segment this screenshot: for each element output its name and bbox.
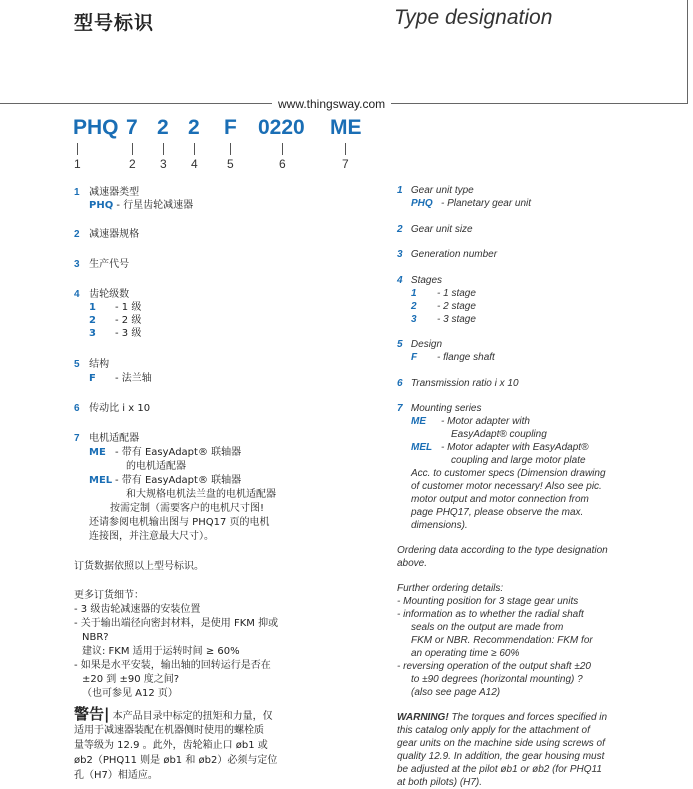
cn-s7-me bbox=[89, 446, 241, 460]
cn-s4-item-3 bbox=[89, 327, 141, 341]
cn-further-line2: - 关于输出端径向密封材料，是使用 FKM 抑或 bbox=[74, 618, 279, 629]
en-warning-line1 bbox=[397, 711, 607, 724]
cn-s7-line4: 还请参阅电机输出图与 PHQ17 页的电机 bbox=[89, 517, 270, 528]
tick-6 bbox=[282, 143, 283, 155]
en-further-line1: - Mounting position for 3 stage gear units bbox=[397, 596, 579, 607]
en-section-5 bbox=[397, 338, 442, 351]
cn-section-4 bbox=[74, 288, 129, 302]
en-s4-title: Stages bbox=[410, 275, 443, 286]
cn-further-line6: ±20 到 ±90 度之间? bbox=[82, 674, 180, 685]
en-s7-mel-line2: coupling and large motor plate bbox=[451, 455, 586, 466]
cn-s2-title: 减速器规格 bbox=[89, 229, 140, 240]
en-s4-item-2-code: 2 bbox=[411, 301, 417, 312]
en-s7-title: Mounting series bbox=[410, 403, 482, 414]
en-s4-item-3-code: 3 bbox=[411, 314, 417, 325]
cn-warning-line1 bbox=[74, 707, 273, 724]
cn-s1-code: PHQ bbox=[89, 200, 114, 211]
cn-s3-num: 3 bbox=[74, 259, 80, 270]
en-s7-me-code: ME bbox=[411, 416, 426, 427]
cn-s5-num: 5 bbox=[74, 359, 80, 370]
tick-7 bbox=[345, 143, 346, 155]
cn-s7-line5: 连接图，并注意最大尺寸）。 bbox=[89, 531, 214, 542]
en-s7-num: 7 bbox=[397, 403, 403, 414]
position-2: 2 bbox=[129, 157, 136, 171]
en-further-line4: FKM or NBR. Recommendation: FKM for bbox=[411, 635, 593, 646]
cn-s2-num: 2 bbox=[74, 229, 80, 240]
en-further-title: Further ordering details: bbox=[397, 583, 504, 594]
cn-s3-title: 生产代号 bbox=[89, 259, 130, 270]
position-7: 7 bbox=[342, 157, 349, 171]
en-s4-item-3 bbox=[411, 313, 476, 326]
position-3: 3 bbox=[160, 157, 167, 171]
cn-s5-desc: 法兰轴 bbox=[121, 373, 152, 384]
en-order-line1: Ordering data according to the type designation bbox=[397, 545, 608, 556]
en-s4-item-1 bbox=[411, 287, 476, 300]
en-page-title: Type designation bbox=[394, 6, 553, 29]
code-part-5: F bbox=[224, 116, 237, 139]
en-further-line2: - information as to whether the radial shaft bbox=[397, 609, 584, 620]
en-s5-item bbox=[411, 351, 495, 364]
cn-further-line3: NBR? bbox=[82, 632, 109, 643]
cn-s7-num: 7 bbox=[74, 433, 80, 444]
cn-s4-item-3-sep: - bbox=[115, 328, 119, 339]
cn-s4-item-1-desc: 1 级 bbox=[121, 302, 142, 313]
cn-s6-title: 传动比 i x 10 bbox=[89, 403, 151, 414]
en-s2-num: 2 bbox=[397, 224, 403, 235]
cn-s7-me-code: ME bbox=[89, 447, 106, 458]
cn-s1-desc: 行星齿轮减速器 bbox=[123, 200, 194, 211]
en-warning-line4: quality 12.9. In addition, the gear housing must bbox=[397, 751, 605, 762]
cn-page-title: 型号标识 bbox=[74, 12, 155, 34]
code-part-1: PHQ bbox=[73, 116, 119, 139]
en-section-2 bbox=[397, 223, 473, 236]
tick-2 bbox=[132, 143, 133, 155]
en-s4-num: 4 bbox=[397, 275, 403, 286]
en-s7-line4: of customer motor necessary! Also see pic. bbox=[411, 481, 602, 492]
en-further-line8: (also see page A12) bbox=[411, 687, 501, 698]
position-5: 5 bbox=[227, 157, 234, 171]
cn-section-6 bbox=[74, 402, 150, 416]
cn-s5-sep: - bbox=[115, 373, 119, 384]
cn-s1-num: 1 bbox=[74, 187, 80, 198]
cn-s4-item-3-desc: 3 级 bbox=[121, 328, 142, 339]
cn-section-1 bbox=[74, 186, 139, 200]
en-section-1 bbox=[397, 184, 474, 197]
cn-warning-line2: 适用于减速器装配在机器侧时使用的螺栓质 bbox=[74, 725, 264, 736]
cn-s4-item-2 bbox=[89, 314, 141, 328]
cn-warning-label: 警告| bbox=[74, 705, 110, 723]
cn-s6-num: 6 bbox=[74, 403, 80, 414]
en-s7-mel-code: MEL bbox=[411, 442, 433, 453]
cn-s7-mel-line2: 和大规格电机法兰盘的电机适配器 bbox=[126, 489, 276, 500]
tick-4 bbox=[194, 143, 195, 155]
cn-s7-title: 电机适配器 bbox=[89, 433, 140, 444]
en-s4-item-3-desc: - 3 stage bbox=[437, 314, 476, 325]
en-section-6 bbox=[397, 377, 519, 390]
cn-further-line5: - 如果是水平安装，输出轴的回转运行是否在 bbox=[74, 660, 271, 671]
cn-s1-title: 减速器类型 bbox=[89, 187, 140, 198]
en-s6-title: Transmission ratio i x 10 bbox=[410, 378, 519, 389]
en-s5-code: F bbox=[411, 352, 418, 363]
en-warning-line6: at both pilots) (H7). bbox=[397, 777, 483, 788]
cn-warning-line5: 孔（H7）相适应。 bbox=[74, 770, 158, 781]
tick-3 bbox=[163, 143, 164, 155]
en-warning-line2: this catalog only apply for the attachment of bbox=[397, 725, 590, 736]
cn-s7-mel-code: MEL bbox=[89, 475, 113, 486]
en-order-line2: above. bbox=[397, 558, 428, 569]
position-4: 4 bbox=[191, 157, 198, 171]
cn-s4-item-2-sep: - bbox=[115, 315, 119, 326]
cn-order-data: 订货数据依照以上型号标识。 bbox=[74, 561, 204, 572]
position-1: 1 bbox=[74, 157, 81, 171]
en-s1-item bbox=[411, 197, 531, 210]
en-s7-me-line2: EasyAdapt® coupling bbox=[451, 429, 547, 440]
en-s4-item-2 bbox=[411, 300, 476, 313]
en-warning-line3: gear units on the machine side using screws of bbox=[397, 738, 605, 749]
en-s1-desc: - Planetary gear unit bbox=[441, 198, 532, 209]
en-s5-num: 5 bbox=[397, 339, 403, 350]
cn-section-5 bbox=[74, 358, 109, 372]
en-s7-line7: dimensions). bbox=[411, 520, 468, 531]
en-section-4 bbox=[397, 274, 442, 287]
cn-section-7 bbox=[74, 432, 139, 446]
cn-further-line4: 建议: FKM 适用于运转时间 ≥ 60% bbox=[82, 646, 240, 657]
cn-warning-line3: 量等级为 12.9 。此外，齿轮箱止口 øb1 或 bbox=[74, 740, 268, 751]
en-warning-text1: The torques and forces specified in bbox=[448, 712, 608, 723]
cn-section-2 bbox=[74, 228, 139, 242]
cn-s4-title: 齿轮级数 bbox=[89, 289, 130, 300]
en-s1-title: Gear unit type bbox=[410, 185, 474, 196]
code-part-6: 0220 bbox=[258, 116, 305, 139]
cn-further-title: 更多订货细节： bbox=[74, 590, 144, 601]
cn-s4-item-1-sep: - bbox=[115, 302, 119, 313]
cn-s1-sep: - bbox=[116, 200, 120, 211]
cn-s7-me-line2: 的电机适配器 bbox=[126, 461, 186, 472]
code-part-3: 2 bbox=[157, 116, 169, 139]
cn-s4-item-2-desc: 2 级 bbox=[121, 315, 142, 326]
cn-s7-line3: 按需定制（需要客户的电机尺寸图! bbox=[110, 503, 265, 514]
en-further-line5: an operating time ≥ 60% bbox=[411, 648, 520, 659]
en-s7-mel bbox=[411, 441, 588, 454]
en-s4-item-1-desc: - 1 stage bbox=[437, 288, 476, 299]
en-s4-item-1-code: 1 bbox=[411, 288, 417, 299]
cn-s7-me-line1: - 带有 EasyAdapt® 联轴器 bbox=[115, 447, 242, 458]
en-section-7 bbox=[397, 402, 482, 415]
en-section-3 bbox=[397, 248, 497, 261]
cn-s4-item-3-code: 3 bbox=[89, 328, 96, 339]
en-warning-label: WARNING! bbox=[397, 712, 449, 723]
cn-s4-item-2-code: 2 bbox=[89, 315, 96, 326]
en-s7-me-line1: - Motor adapter with bbox=[441, 416, 530, 427]
en-further-line7: to ±90 degrees (horizontal mounting) ? bbox=[411, 674, 583, 685]
en-s1-code: PHQ bbox=[411, 198, 433, 209]
en-s7-mel-line1: - Motor adapter with EasyAdapt® bbox=[441, 442, 589, 453]
code-part-2: 7 bbox=[126, 116, 138, 139]
code-part-7: ME bbox=[330, 116, 362, 139]
tick-1 bbox=[77, 143, 78, 155]
en-s3-title: Generation number bbox=[410, 249, 498, 260]
cn-warning-line4: øb2（PHQ11 则是 øb1 和 øb2）必须与定位 bbox=[74, 755, 278, 766]
cn-s4-num: 4 bbox=[74, 289, 80, 300]
cn-s4-item-1-code: 1 bbox=[89, 302, 96, 313]
en-further-line6: - reversing operation of the output shaft ±20 bbox=[397, 661, 591, 672]
cn-s5-item bbox=[89, 372, 152, 386]
cn-s5-title: 结构 bbox=[89, 359, 110, 370]
cn-s7-mel-line1: - 带有 EasyAdapt® 联轴器 bbox=[115, 475, 242, 486]
en-warning-line5: be adjusted at the pilot øb1 or øb2 (for PHQ11 bbox=[397, 764, 602, 775]
cn-further-line7: （也可参见 A12 页） bbox=[82, 688, 178, 699]
en-s7-line3: Acc. to customer specs (Dimension drawing bbox=[411, 468, 606, 479]
code-part-4: 2 bbox=[188, 116, 200, 139]
en-s4-item-2-desc: - 2 stage bbox=[437, 301, 476, 312]
cn-further-line1: - 3 级齿轮减速器的安装位置 bbox=[74, 604, 201, 615]
en-further-line3: seals on the output are made from bbox=[411, 622, 564, 633]
en-s5-desc: - flange shaft bbox=[437, 352, 495, 363]
en-s2-title: Gear unit size bbox=[410, 224, 473, 235]
cn-s7-mel bbox=[89, 474, 241, 488]
en-s7-line5: motor output and motor connection from bbox=[411, 494, 589, 505]
cn-s1-item bbox=[89, 199, 193, 213]
cn-section-3 bbox=[74, 258, 129, 272]
cn-s4-item-1 bbox=[89, 301, 141, 315]
tick-5 bbox=[230, 143, 231, 155]
en-s3-num: 3 bbox=[397, 249, 403, 260]
en-s5-title: Design bbox=[410, 339, 443, 350]
en-s7-me bbox=[411, 415, 530, 428]
en-s6-num: 6 bbox=[397, 378, 403, 389]
cn-s5-code: F bbox=[89, 373, 96, 384]
website-link[interactable]: www.thingsway.com bbox=[272, 97, 391, 111]
position-6: 6 bbox=[279, 157, 286, 171]
en-s7-line6: page PHQ17, please observe the max. bbox=[411, 507, 584, 518]
cn-warning-text1: 本产品目录中标定的扭矩和力量，仅 bbox=[112, 711, 273, 722]
en-s1-num: 1 bbox=[397, 185, 403, 196]
